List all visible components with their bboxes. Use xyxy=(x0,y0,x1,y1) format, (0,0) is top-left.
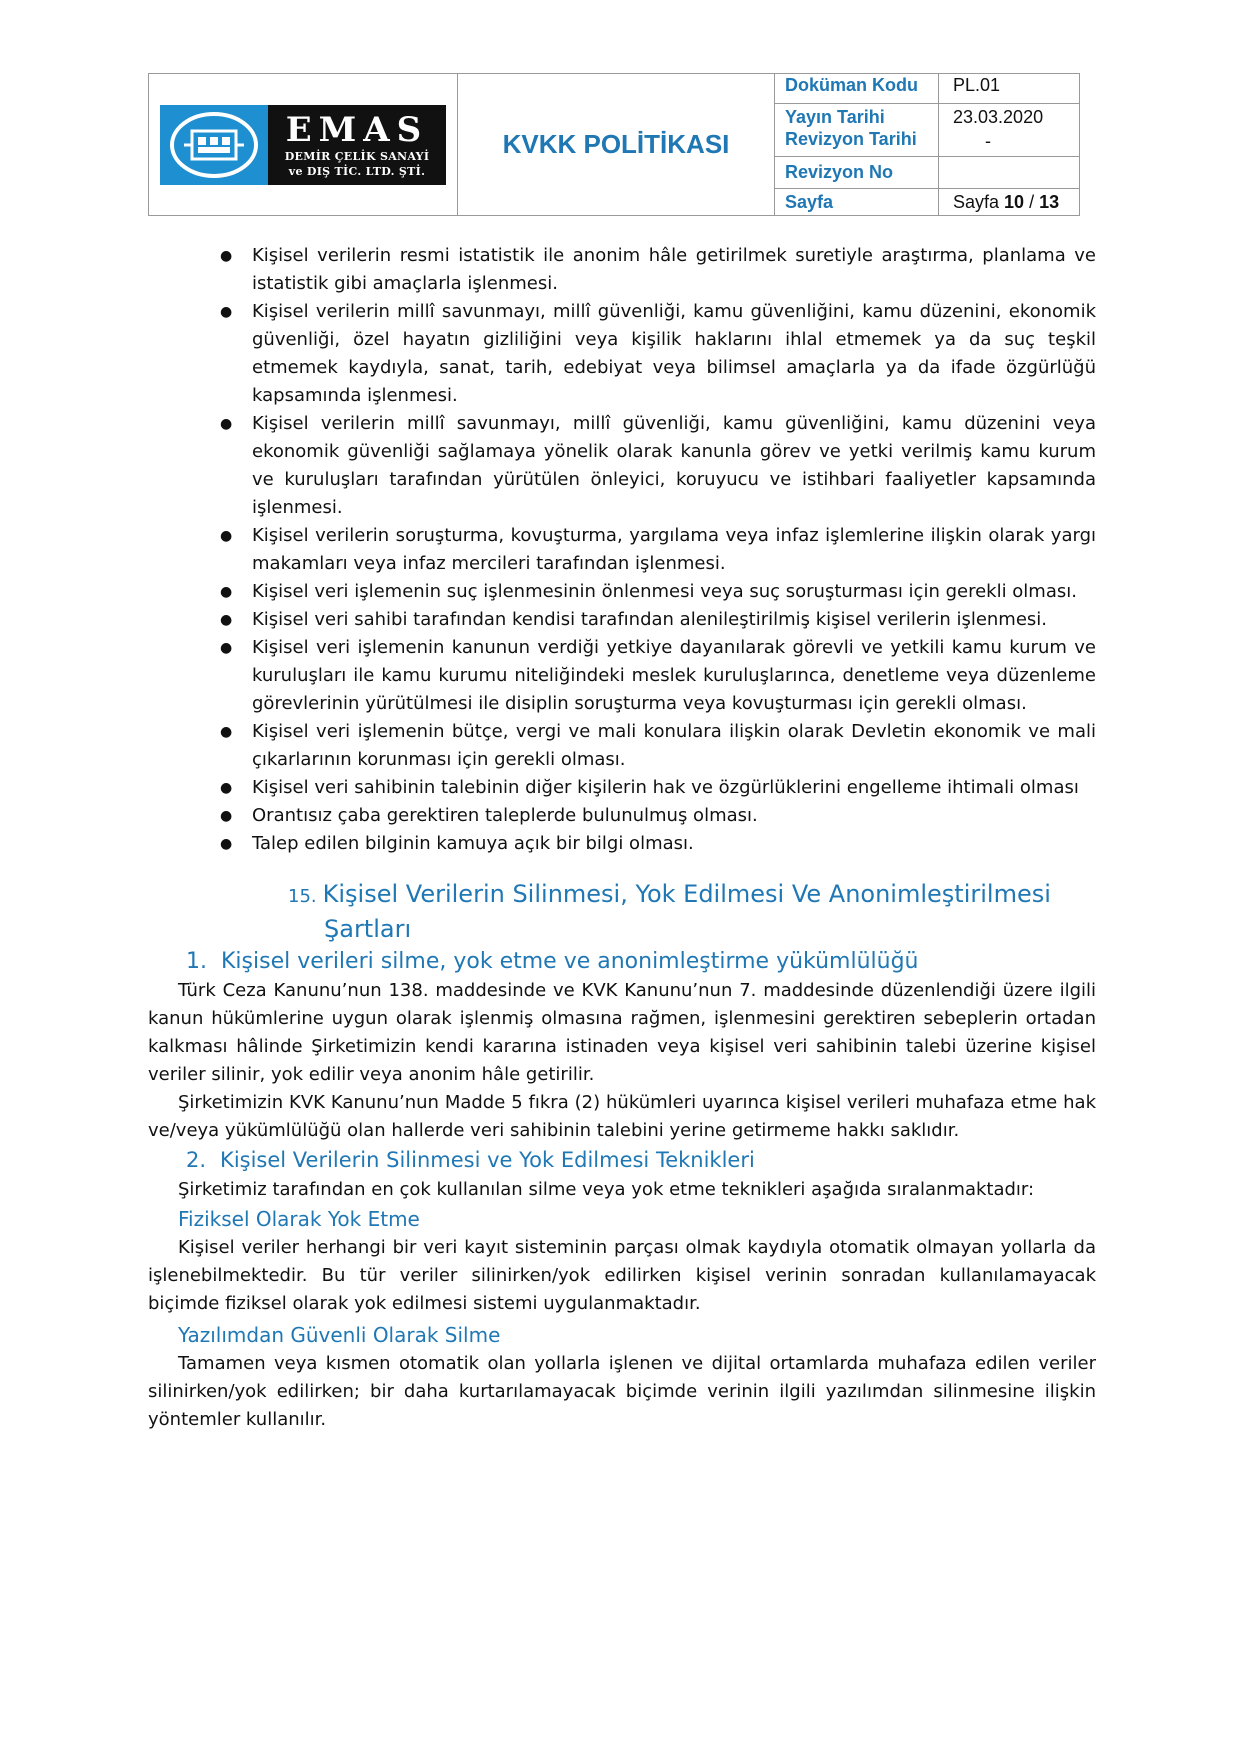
bullet-icon: ● xyxy=(220,808,233,824)
paragraph: Şirketimizin KVK Kanunu’nun Madde 5 fıkra (2) hükümleri uyarınca kişisel verileri muhafaza etme hak ve/veya yükümlülüğü olan hallerde veri sahibinin talebini yerine getirmeme hakkı saklıdır. xyxy=(148,1092,1096,1141)
meta-row-page xyxy=(775,189,1079,215)
list-item: ● Kişisel verilerin millî savunmayı, millî güvenliği, kamu güvenliğini, kamu düzenini, ekonomik güvenliği, özel hayatın gizliliğini veya kişilik haklarını ihlal etmemek ya da suç teşkil etmemek kaydıyla, sanat, tarih, edebiyat veya bilimsel amaçlarla ya da ifade özgürlüğü kapsamında işlenmesi. xyxy=(148,298,1096,410)
rev-no-value xyxy=(939,157,1079,188)
list-item: ● Kişisel veri işlemenin bütçe, vergi ve mali konulara ilişkin olarak Devletin ekonomik ve mali çıkarlarının korunması için gerekli olması. xyxy=(148,718,1096,774)
meta-row-dates xyxy=(775,104,1079,157)
document-body xyxy=(148,242,1096,1434)
fiziksel-heading: Fiziksel Olarak Yok Etme xyxy=(178,1207,420,1231)
page-sep: / xyxy=(1029,191,1035,212)
emblem-icon xyxy=(160,105,268,185)
company-logo xyxy=(160,105,446,185)
date-labels xyxy=(775,104,939,156)
rev-no-label: Revizyon No xyxy=(775,157,939,188)
meta-table xyxy=(775,74,1079,215)
date-values xyxy=(939,104,1079,156)
section-15-heading xyxy=(148,878,1096,946)
rev-date-value: - xyxy=(985,131,991,151)
logo-subtitle-2: ve DIŞ TİC. LTD. ŞTİ. xyxy=(288,164,426,178)
paragraph: Şirketimiz tarafından en çok kullanılan silme veya yok etme teknikleri aşağıda sıralanmaktadır: xyxy=(178,1179,1035,1200)
subsection-title: Kişisel verileri silme, yok etme ve anonimleştirme yükümlülüğü xyxy=(221,949,919,974)
list-item: ● Kişisel veri sahibinin talebinin diğer kişilerin hak ve özgürlüklerini engelleme ihtimali olması xyxy=(148,774,1096,802)
list-item: ● Kişisel veri işlemenin suç işlenmesinin önlenmesi veya suç soruşturması için gerekli olması. xyxy=(148,578,1096,606)
meta-row-rev-no xyxy=(775,157,1079,189)
doc-code-value: PL.01 xyxy=(953,75,1001,95)
list-item: ● Kişisel veri sahibi tarafından kendisi tarafından alenileştirilmiş kişisel verilerin işlenmesi. xyxy=(148,606,1096,634)
logo-text xyxy=(268,105,446,185)
bullet-icon: ● xyxy=(220,584,233,600)
meta-row-doc-code xyxy=(775,74,1079,104)
subsection-number: 2. xyxy=(186,1148,207,1172)
bullet-icon: ● xyxy=(220,304,233,320)
logo-cell xyxy=(149,74,458,215)
rev-date-label: Revizyon Tarihi xyxy=(785,129,917,149)
list-item: ● Orantısız çaba gerektiren taleplerde bulunulmuş olması. xyxy=(148,802,1096,830)
page-current: 10 xyxy=(1004,191,1025,212)
bullet-icon: ● xyxy=(220,780,233,796)
section-number: 15. xyxy=(288,886,317,907)
page-total: 13 xyxy=(1039,191,1060,212)
list-item: ● Kişisel veri işlemenin kanunun verdiği yetkiye dayanılarak görevli ve yetkili kamu kurum ve kuruluşları ile kamu kurumu niteliğindeki meslek kuruluşlarınca, denetleme veya düzenleme görevlerinin yürütülmesi ile disiplin soruşturma veya kovuşturması için gerekli olması. xyxy=(148,634,1096,718)
page-prefix: Sayfa xyxy=(953,191,1000,212)
subsection-number: 1. xyxy=(186,949,207,974)
subsection-title: Kişisel Verilerin Silinmesi ve Yok Edilmesi Teknikleri xyxy=(220,1148,755,1172)
bullet-icon: ● xyxy=(220,640,233,656)
logo-name: EMAS xyxy=(285,109,429,150)
bullet-icon: ● xyxy=(220,612,233,628)
subsection-2-heading xyxy=(148,1145,1096,1176)
pub-date-label: Yayın Tarihi xyxy=(785,107,885,127)
doc-code-label: Doküman Kodu xyxy=(775,74,939,103)
paragraph: Tamamen veya kısmen otomatik olan yollarla işlenen ve dijital ortamlarda muhafaza edilen veriler silinirken/yok edilirken; bir daha kurtarılamayacak biçimde verinin ilgili yazılımdan silinmesine ilişkin yöntemler kullanılır. xyxy=(148,1353,1096,1430)
list-item: ● Talep edilen bilginin kamuya açık bir bilgi olması. xyxy=(148,830,1096,858)
paragraph: Türk Ceza Kanunu’nun 138. maddesinde ve KVK Kanunu’nun 7. maddesinde düzenlendiği üzere ilgili kanun hükümlerine uygun olarak işlenmiş olmasına rağmen, işlenmesini gerektiren sebeplerin ortadan kalkması hâlinde Şirketimizin kendi kararına istinaden veya kişisel veri sahibinin talebi üzerine kişisel veriler silinir, yok edilir veya anonim hâle getirilir. xyxy=(148,980,1096,1085)
list-item: ● Kişisel verilerin resmi istatistik ile anonim hâle getirilmek suretiyle araştırma, planlama ve istatistik gibi amaçlarla işlenmesi. xyxy=(148,242,1096,298)
bullet-icon: ● xyxy=(220,724,233,740)
bullet-icon: ● xyxy=(220,248,233,264)
page-value xyxy=(939,189,1079,215)
bullet-icon: ● xyxy=(220,836,233,852)
bullet-icon: ● xyxy=(220,416,233,432)
list-item: ● Kişisel verilerin millî savunmayı, millî güvenliği, kamu güvenliğini, kamu düzenini veya ekonomik güvenliği sağlamaya yönelik olarak kanunla görev ve yetki verilmiş kamu kurum ve kuruluşları tarafından yürütülen önleyici, koruyucu ve istihbari faaliyetler kapsamında işlenmesi. xyxy=(148,410,1096,522)
section-title-line2: Şartları xyxy=(324,915,412,943)
list-item: ● Kişisel verilerin soruşturma, kovuşturma, yargılama veya infaz işlemlerine ilişkin olarak yargı makamları veya infaz mercileri tarafından işlenmesi. xyxy=(148,522,1096,578)
yazilim-heading: Yazılımdan Güvenli Olarak Silme xyxy=(178,1323,501,1347)
paragraph: Kişisel veriler herhangi bir veri kayıt sisteminin parçası olmak kaydıyla otomatik olmayan yollarla da işlenebilmektedir. Bu tür veriler silinirken/yok edilirken kişisel verinin sonradan kullanılamayacak biçimde fiziksel olarak yok edilmesi sistemi uygulanmaktadır. xyxy=(148,1237,1096,1314)
section-title-line1: Kişisel Verilerin Silinmesi, Yok Edilmesi Ve Anonimleştirilmesi xyxy=(322,880,1051,908)
logo-subtitle-1: DEMİR ÇELİK SANAYİ xyxy=(284,149,430,163)
subsection-1-heading xyxy=(148,946,1096,977)
bullet-list xyxy=(148,242,1096,858)
bullet-icon: ● xyxy=(220,528,233,544)
pub-date-value: 23.03.2020 xyxy=(953,107,1044,127)
document-header xyxy=(148,73,1080,216)
document-title: KVKK POLİTİKASI xyxy=(458,74,775,215)
page-label: Sayfa xyxy=(775,189,939,215)
